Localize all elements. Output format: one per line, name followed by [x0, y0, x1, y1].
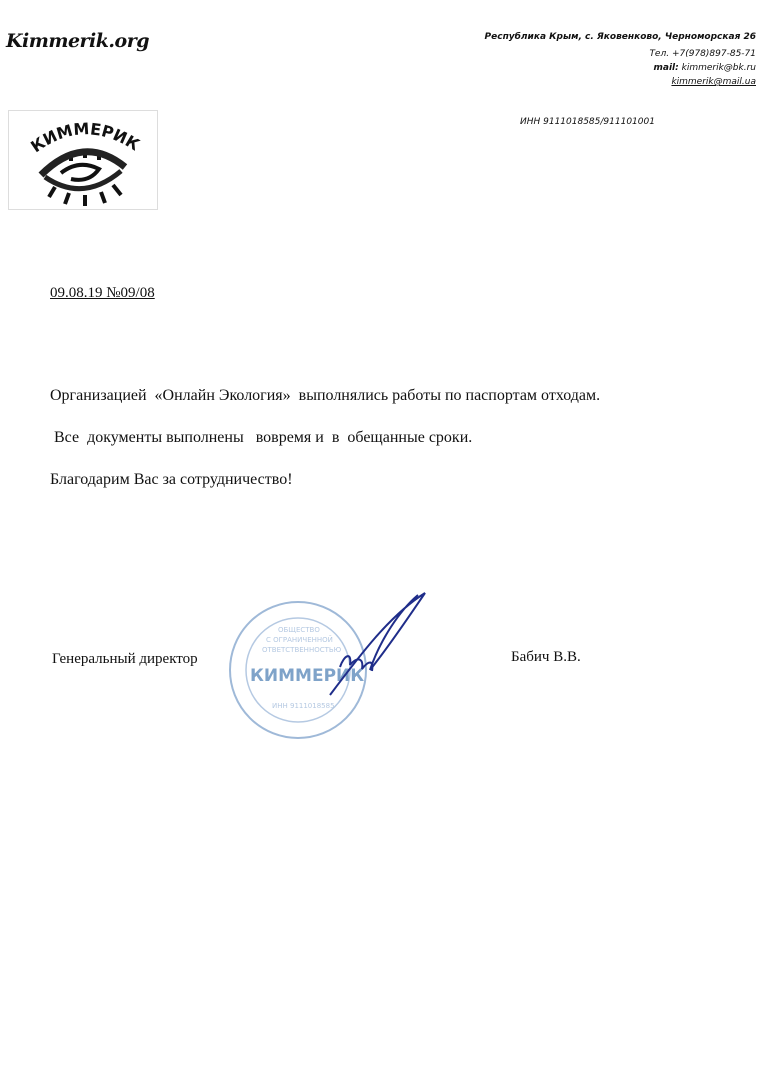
eye-logo-icon: [9, 111, 157, 209]
email-line-1: [426, 61, 756, 75]
site-name: Kimmerik.org: [6, 30, 150, 52]
reference-number: 09.08.19 №09/08: [50, 285, 155, 301]
signer-name: Бабич В.В.: [511, 649, 581, 665]
logo-text: КИММЕРИК: [27, 119, 143, 157]
email-1: kimmerik@bk.ru: [681, 63, 756, 73]
contact-block: [426, 30, 756, 89]
signer-role: Генеральный директор: [52, 651, 198, 667]
paragraph: Благодарим Вас за сотрудничество!: [50, 471, 293, 488]
company-logo: [8, 110, 158, 210]
handwritten-signature: [300, 585, 440, 705]
address: Республика Крым, с. Яковенково, Черноморская 26: [484, 32, 756, 42]
stamp-text: КИММЕРИК: [250, 666, 365, 686]
svg-text:С ОГРАНИЧЕННОЙ: С ОГРАНИЧЕННОЙ: [266, 636, 333, 644]
inn: ИНН 9111018585/911101001: [520, 117, 655, 127]
paragraph: Все документы выполнены вовремя и в обещанные сроки.: [50, 429, 473, 446]
phone: Тел. +7(978)897-85-71: [649, 49, 756, 59]
mail-label: mail:: [653, 63, 679, 73]
svg-text:ОТВЕТСТВЕННОСТЬЮ: ОТВЕТСТВЕННОСТЬЮ: [262, 646, 342, 654]
email-2: kimmerik@mail.ua: [671, 77, 756, 87]
svg-text:ОБЩЕСТВО: ОБЩЕСТВО: [278, 626, 320, 634]
svg-text:ИНН 9111018585: ИНН 9111018585: [272, 702, 335, 710]
paragraph: Организацией «Онлайн Экология» выполнялись работы по паспортам отходам.: [50, 387, 601, 404]
letter-body: [50, 386, 600, 512]
